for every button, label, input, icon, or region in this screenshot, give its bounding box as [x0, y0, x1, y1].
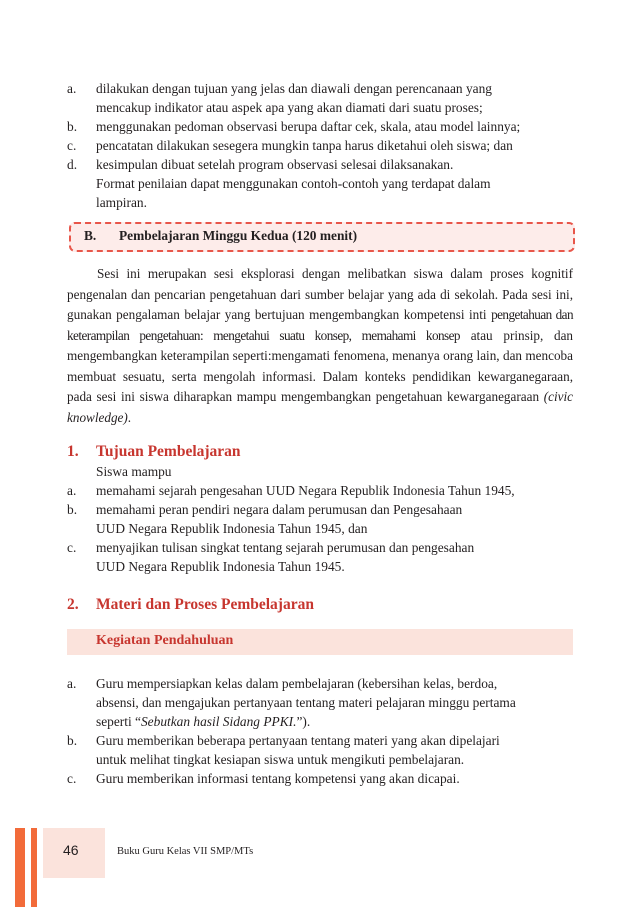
list-item: b. Guru memberikan beberapa pertanyaan tentang materi yang akan dipelajari untuk melihat tingkat kesiapan siswa untuk mengikuti pembelajaran.: [67, 733, 500, 767]
list-text: mencakup indikator atau aspek apa yang akan diamati dari suatu proses;: [96, 100, 483, 115]
kegiatan-title: Kegiatan Pendahuluan: [96, 633, 234, 648]
goals-intro: Siswa mampu: [96, 464, 172, 479]
book-title: Buku Guru Kelas VII SMP/MTs: [117, 846, 254, 857]
intro-paragraph: Sesi ini merupakan sesi eksplorasi dengan melibatkan siswa dalam proses kognitif pengenalan dan pencarian pengetahuan dari sumber belajar yang ada di sekolah. Pada sesi ini, gunakan pengalaman belajar yang bertujuan mengembangkan kompetensi inti pengetahuan dan keterampilan pengetahuan: mengetahui suatu konsep, memahami konsep atau prinsip, dan mengembangkan keterampilan seperti:mengamati fenomena, menanya orang lain, dan mencoba membuat sesuatu, serta mengolah informasi. Dalam konteks pendidikan kewarganegaraan, pada sesi ini siswa diharapkan mampu mengembangkan pengetahuan kewarganegaraan (civic knowledge).: [67, 266, 574, 425]
list-text: dilakukan dengan tujuan yang jelas dan diawali dengan perencanaan yang: [96, 81, 492, 96]
list-item: a. Guru mempersiapkan kelas dalam pembelajaran (kebersihan kelas, berdoa, absensi, dan mengajukan pertanyaan tentang materi pelajaran minggu pertama seperti “Sebutkan hasil Sidang PPKI.”).: [67, 676, 516, 729]
list-text: pencatatan dilakukan sesegera mungkin tanpa harus diketahui oleh siswa; dan: [96, 138, 513, 153]
list-text: Format penilaian dapat menggunakan contoh-contoh yang terdapat dalam: [96, 176, 491, 191]
activities-list: [0, 674, 638, 788]
kegiatan-bar: [67, 629, 573, 655]
list-label: a.: [67, 81, 77, 96]
list-label: b.: [67, 119, 78, 134]
list-text: menggunakan pedoman observasi berupa daftar cek, skala, atau model lainnya;: [96, 119, 521, 134]
book-page: a. dilakukan dengan tujuan yang jelas dan diawali dengan perencanaan yang mencakup indikator atau aspek apa yang akan diamati dari suatu proses; b. menggunakan pedoman observasi berupa daftar cek, skala, atau model lainnya; c. pencatatan dilakukan sesegera mungkin tanpa harus diketahui oleh siswa; dan d. kesimpulan dibuat setelah program observasi selesai dilaksanakan. Format penilaian dapat menggunakan contoh-contoh yang terdapat dalam lampiran. B. Pembelajaran Minggu Kedua (120 menit) Sesi ini merupakan sesi eksplorasi dengan melibatkan siswa dalam proses kognitif pengenalan dan pencarian pengetahuan dari sumber belajar yang ada di sekolah. Pada sesi ini, gunakan pengalaman belajar yang bertujuan mengembangkan kompetensi inti pengetahuan dan keterampilan pengetahuan: mengetahui suatu konsep, memahami konsep atau prinsip, dan mengembangkan keterampilan seperti:mengamati fenomena, menanya orang lain, dan mencoba membuat sesuatu, serta mengolah informasi. Dalam konteks pendidikan kewarganegaraan, pada sesi ini siswa diharapkan mampu mengembangkan pengetahuan kewarganegaraan (civic knowledge). 1. Tujuan Pembelajaran Siswa mampu a. memahami sejarah pengesahan UUD Negara Republik Indonesia Tahun 1945, b. memahami peran pendiri negara dalam perumusan dan Pengesahaan UUD Negara Republik Indonesia Tahun 1945, dan c. menyajikan tulisan singkat tentang sejarah perumusan dan pengesahan UUD Negara Republik Indonesia Tahun 1945. 2. Materi dan Proses Pembelajaran Kegiatan Pendahuluan a. Guru mempersiapkan kelas dalam pembelajaran (kebersihan kelas, berdoa, absensi, dan mengajukan pertanyaan tentang materi pelajaran minggu pertama seperti “Sebutkan hasil Sidang PPKI.”). b. Guru memberikan beberapa pertanyaan tentang materi yang akan dipelajari untuk melihat tingkat kesiapan siswa untuk mengikuti pembelajaran. c. Guru memberikan informasi tentang kompetensi yang akan dicapai. 46 Buku Guru Kelas VII SMP/MTs: [0, 0, 638, 907]
list-item: [0, 136, 638, 155]
list-label: c.: [67, 138, 77, 153]
list-item: c. Guru memberikan informasi tentang kompetensi yang akan dicapai.: [67, 771, 460, 786]
section-b-box: [69, 222, 575, 252]
goals-list: [0, 481, 638, 576]
footer-accent-bar: [15, 828, 25, 907]
civic-knowledge-term: (civic knowledge): [67, 389, 573, 425]
section-label: B.: [84, 228, 97, 243]
list-item: [0, 155, 638, 212]
list-text: kesimpulan dibuat setelah program observasi selesai dilaksanakan.: [96, 157, 454, 172]
list-item: [0, 79, 638, 117]
list-label: d.: [67, 157, 78, 172]
footer-accent-bar: [31, 828, 37, 907]
observation-criteria-list: [0, 79, 638, 212]
list-item: a. memahami sejarah pengesahan UUD Negara Republik Indonesia Tahun 1945,: [67, 483, 515, 498]
page-number: 46: [63, 842, 79, 858]
list-item: b. memahami peran pendiri negara dalam perumusan dan Pengesahaan UUD Negara Republik Indonesia Tahun 1945, dan: [67, 502, 463, 536]
list-item: [0, 117, 638, 136]
list-text: lampiran.: [96, 195, 147, 210]
list-item: c. menyajikan tulisan singkat tentang sejarah perumusan dan pengesahan UUD Negara Republik Indonesia Tahun 1945.: [67, 540, 475, 574]
section-title: Pembelajaran Minggu Kedua (120 menit): [119, 228, 358, 243]
